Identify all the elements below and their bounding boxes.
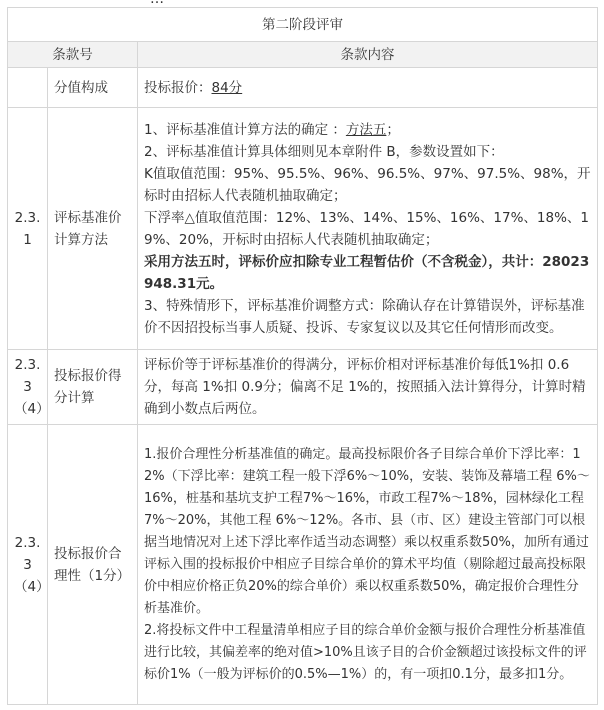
stage-title-row bbox=[8, 8, 598, 42]
row-2-3-3-label: 投标报价得分计算 bbox=[48, 350, 138, 425]
row-2-3-1-number: 2.3.1 bbox=[8, 108, 48, 350]
row-2-3-1-label: 评标基准价计算方法 bbox=[48, 108, 138, 350]
method-suffix: ； bbox=[386, 121, 400, 138]
method-value: 方法五 bbox=[345, 121, 387, 138]
row-2-3-3-4 bbox=[8, 425, 598, 705]
row-2-3-3-number: 2.3.3（4） bbox=[8, 350, 48, 425]
row-2-3-3-4-number: 2.3.3（4） bbox=[8, 425, 48, 705]
score-prefix: 投标报价： bbox=[144, 79, 212, 96]
row-2-3-3 bbox=[8, 350, 598, 425]
row-2-3-1 bbox=[8, 108, 598, 350]
method-prefix: 1、评标基准值计算方法的确定 ： bbox=[144, 121, 346, 138]
row-2-3-3-4-content bbox=[138, 425, 598, 705]
float-rate-line: 下浮率△值取值范围：12%、13%、14%、15%、16%、17%、18%、19%、20%，开标时由招标人代表随机抽取确定； bbox=[144, 209, 590, 248]
method-five-note: 采用方法五时，评标价应扣除专业工程暂估价（不含税金），共计：28023948.31元。 bbox=[144, 253, 590, 292]
score-label: 分值构成 bbox=[48, 68, 138, 108]
method-line bbox=[144, 119, 591, 141]
special-case-line: 3、特殊情形下，评标基准价调整方式：除确认存在计算错误外，评标基准价不因招投标当事人质疑、投诉、专家复议以及其它任何情形而改变。 bbox=[144, 297, 585, 336]
params-line: 2、评标基准值计算具体细则见本章附件 B，参数设置如下： bbox=[144, 143, 504, 160]
reasonableness-para-2: 2.将投标文件中工程量清单相应子目的综合单价金额与报价合理性分析基准值进行比较，其偏差率的绝对值>10%且该子目的合价金额超过该投标文件的评标价1%（一般为评标价的0.5%—1%）的，有一项扣0.1分，最多扣1分。 bbox=[144, 622, 587, 682]
evaluation-table bbox=[7, 7, 598, 705]
row-2-3-3-4-label: 投标报价合理性（1分） bbox=[48, 425, 138, 705]
cropped-text bbox=[150, 0, 165, 7]
stage-title: 第二阶段评审 bbox=[8, 8, 598, 42]
header-row bbox=[8, 42, 598, 68]
row-2-3-3-content: 评标价等于评标基准价的得满分，评标价相对评标基准价每低1%扣 0.6分，每高 1%扣 0.9分；偏离不足 1%的，按照插入法计算得分，计算时精确到小数点后两位。 bbox=[138, 350, 598, 425]
cropped-previous-row bbox=[0, 0, 604, 7]
reasonableness-para-1: 1.报价合理性分析基准值的确定。最高投标限价各子目综合单价下浮比率：12%（下浮比率：建筑工程一般下浮6%～10%，安装、装饰及幕墙工程 6%～16%，桩基和基坑支护工程7%～16%，市政工程7%～18%，园林绿化工程7%～20%，其他工程 6%～12%。各市、县（市、区）建设主管部门可以根据当地情况对上述下浮比率作适当动态调整）乘以权重系数50%，加所有通过评标入围的投标报价中相应子目综合单价的算术平均值（剔除超过最高投标限价中相应价格正负20%的综合单价）乘以权重系数50%，确定报价合理性分析基准价。 bbox=[144, 446, 590, 616]
k-range-line: K值取值范围：95%、95.5%、96%、96.5%、97%、97.5%、98%，开标时由招标人代表随机抽取确定； bbox=[144, 165, 591, 204]
row-2-3-1-content bbox=[138, 108, 598, 350]
header-clause-content: 条款内容 bbox=[138, 42, 598, 68]
header-clause-no: 条款号 bbox=[8, 42, 138, 68]
score-value: 84分 bbox=[211, 79, 243, 96]
score-content bbox=[138, 68, 598, 108]
score-row bbox=[8, 68, 598, 108]
score-num-cell bbox=[8, 68, 48, 108]
